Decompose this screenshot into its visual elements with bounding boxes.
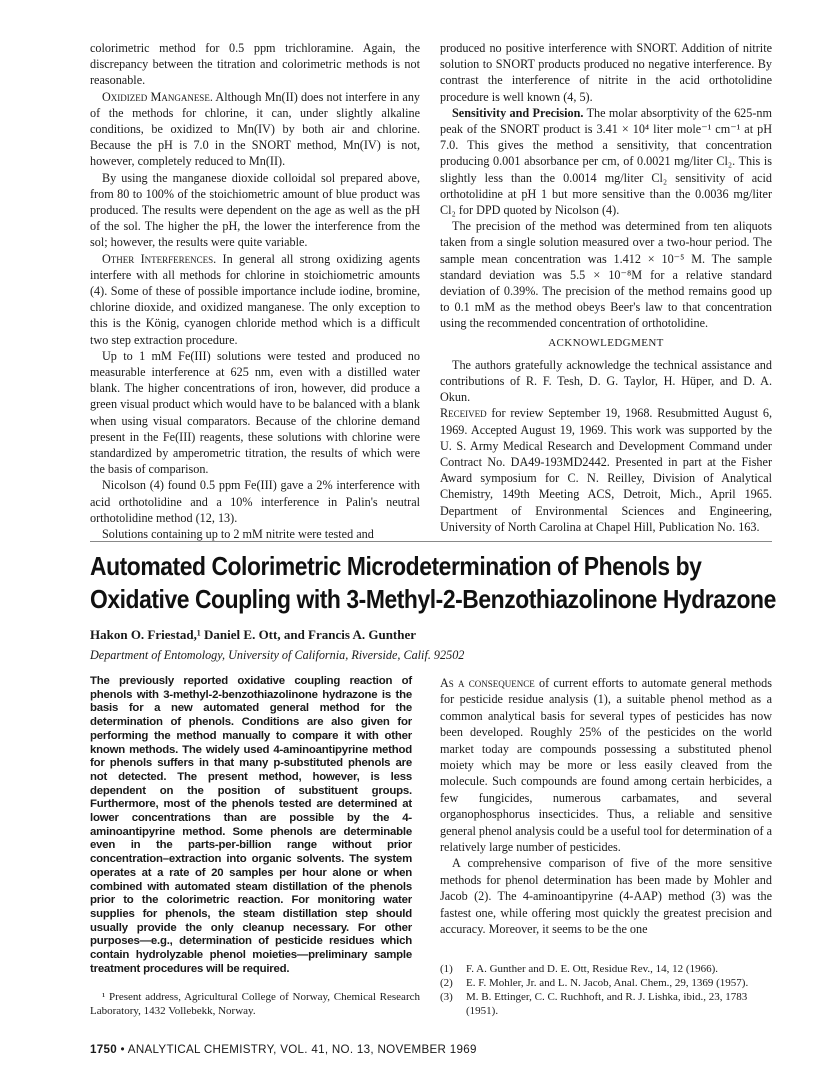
references (440, 962, 772, 1018)
intro-paragraph (440, 675, 772, 855)
paragraph-other-interferences (90, 251, 420, 348)
paragraph: colorimetric method for 0.5 ppm trichloramine. Again, the discrepancy between the titration and colorimetric methods is not reasonable. (90, 41, 420, 88)
paragraph-text: of current efforts to automate general methods for pesticide residue analysis (1), a suitable phenol method as a common analytical basis for several types of pesticides has now been developed. Roughly 25% of the pesticides on the world market today are compounds possessing a substituted phenol moiety which may be more or less easily cleaved from the molecule. Such compounds are found among certain herbicides, a few fungicides, numerous carbamates, and several organophosphorus insecticides. Thus, a reliable and sensitive general phenol analysis could be a useful tool for determination of a relatively large number of pesticides. (440, 676, 773, 855)
reference-text: E. F. Mohler, Jr. and L. N. Jacob, Anal. Chem., 29, 1369 (1957). (466, 977, 749, 989)
column-intro (440, 675, 772, 938)
reference-item (440, 990, 772, 1018)
article-authors: Hakon O. Friestad,¹ Daniel E. Ott, and Francis A. Gunther (90, 627, 417, 642)
paragraph: Solutions containing up to 2 mM nitrite were tested and (102, 527, 374, 542)
column-top-right (440, 40, 772, 535)
page-number: 1750 (90, 1043, 117, 1056)
received-text: for review September 19, 1968. Resubmitted August 6, 1969. Accepted August 19, 1969. This work was supported by the U. S. Army Medical Research and Development Command under Contract No. DA49-193MD2442. Presented in part at the Fisher Award symposium for C. N. Reilley, Division of Analytical Chemistry, 149th Meeting ACS, Detroit, Mich., April 1965. Department of Environmental Sciences and Engineering, University of North Carolina at Chapel Hill, Publication No. 163. (440, 406, 772, 534)
column-top-left (90, 40, 420, 542)
article-title (90, 550, 776, 616)
footer-bullet: • (120, 1043, 125, 1056)
intro-lead: As a consequence (440, 676, 535, 690)
section-divider (90, 541, 772, 542)
paragraph: The precision of the method was determined from ten aliquots taken from a single solution measured over a two-hour period. The sample mean concentration was 1.412 × 10⁻⁵ M. The sample standard deviation was 5.5 × 10⁻⁸M for a relative standard deviation of 0.39%. The precision of the method remains good up to 0.1 mM as the method obeys Beer's law to that concentration using the recommended concentration of orthotolidine. (440, 219, 772, 331)
reference-number: (2) (440, 977, 453, 989)
acknowledgment-heading: ACKNOWLEDGMENT (548, 336, 664, 349)
received-lead: Received (440, 406, 487, 421)
page-footer (90, 1043, 477, 1056)
reference-item (440, 962, 772, 976)
section-lead: Sensitivity and Precision. (452, 105, 584, 120)
paragraph-text: The molar absorptivity of the 625-nm peak of the SNORT product is 3.41 × 10⁴ liter mole⁻¹ cm⁻¹ at pH 7.0. This gives the method a sensitivity, that concentration producing 0.001 absorbance per cm, of 0.0021 mg/liter Cl₂. This is slightly less than the 0.0014 mg/liter Cl₂ sensitivity of acid orthotolidine at pH 1 but more sensitive than the 0.0036 mg/liter Cl₂ for DPD quoted by Nicolson (4). (440, 105, 772, 218)
section-lead: Oxidized Manganese. (102, 89, 213, 104)
paragraph-text: Although Mn(II) does not interfere in any of the methods for chlorine, it can, under slightly alkaline conditions, be oxidized to Mn(IV) by both air and chlorine. Because the pH is 7.0 in the SNORT method, Mn(IV) is not, however, completely reduced to Mn(II). (90, 89, 421, 169)
abstract: The previously reported oxidative coupling reaction of phenols with 3-methyl-2-benzothiazolinone hydrazone is the basis for a new automated general method for the determination of phenols. Conditions are also given for performing the method manually to compare it with other known methods. The widely used 4-aminoantipyrine method for phenols suffers in that many p-substituted phenols are not detected. The present method, however, is less dependent on the position of substituent groups. Furthermore, most of the phenols tested are determined at lower concentrations than are possible by the 4-aminoantipyrine method. Some phenols are determinable even in the parts-per-billion range without prior concentration–extraction into organic solvents. The system operates at a rate of 20 samples per hour alone or when combined with automated steam distillation of the phenols prior to the colorimetric reaction. For monitoring water supplies for phenols, the steam distillation step should usually provide the only cleanup necessary. For other purposes—e.g., determination of pesticide residues which contain hydrolyzable phenol moieties—preliminary sample treatment procedures will be required. (90, 675, 412, 975)
reference-text: F. A. Gunther and D. E. Ott, Residue Rev., 14, 12 (1966). (466, 963, 718, 975)
paragraph-sensitivity (440, 105, 772, 218)
section-lead: Other Interferences. (102, 251, 217, 266)
journal-citation: ANALYTICAL CHEMISTRY, VOL. 41, NO. 13, NOVEMBER 1969 (127, 1043, 477, 1056)
article-title-line: Automated Colorimetric Microdetermination of Phenols by (90, 551, 702, 581)
reference-number: (3) (440, 991, 453, 1003)
paragraph-text: In general all strong oxidizing agents interfere with all methods for chlorine in stoichiometric amounts (4). Some of these of possible importance include iodine, bromine, chlorine dioxide, and oxidized manganese. The only exception to this is the König, cyanogen chloride method which is a difficult two step extraction procedure. (90, 251, 420, 347)
paragraph: Up to 1 mM Fe(III) solutions were tested and produced no measurable interference at 625 nm, even with a distilled water blank. The higher concentrations of iron, however, did produce a green visual product which would have to be balanced with a blank when using visual comparators. Because of the chlorine demand present in the Fe(III) reagents, these solutions with chlorine were standardized by amperometric titration, the results of which were the basis of comparison. (90, 348, 420, 477)
footnote-text: ¹ Present address, Agricultural College of Norway, Chemical Research Laboratory, 1432 Vollebekk, Norway. (90, 991, 420, 1017)
paragraph-oxidized-manganese (90, 89, 420, 170)
paragraph: By using the manganese dioxide colloidal sol prepared above, from 80 to 100% of the stoichiometric amount of blue product was produced. The results were dependent on the age as well as the pH of the sol. The higher the pH, the lower the interference from the sol; however, the results were quite variable. (90, 170, 420, 250)
reference-text: M. B. Ettinger, C. C. Ruchhoft, and R. J. Lishka, ibid., 23, 1783 (1951). (466, 991, 748, 1017)
article-title-line: Oxidative Coupling with 3-Methyl-2-Benzothiazolinone Hydrazone (90, 584, 776, 614)
footnote (90, 990, 420, 1018)
reference-item (440, 976, 772, 990)
article-affiliation: Department of Entomology, University of California, Riverside, Calif. 92502 (90, 648, 465, 662)
acknowledgment-text: The authors gratefully acknowledge the technical assistance and contributions of R. F. Tesh, D. G. Taylor, H. Hüper, and D. A. Okun. (440, 357, 772, 405)
received-note (440, 405, 772, 535)
paragraph: Nicolson (4) found 0.5 ppm Fe(III) gave a 2% interference with acid orthotolidine and a 10% interference in Palin's neutral orthotolidine method (12, 13). (90, 478, 420, 525)
reference-number: (1) (440, 963, 453, 975)
paragraph: produced no positive interference with SNORT. Addition of nitrite solution to SNORT products produced no negative interference. By contrast the interference of nitrite in the acid orthotolidine procedure is well known (4, 5). (440, 41, 772, 104)
intro-paragraph: A comprehensive comparison of five of the more sensitive methods for phenol determination has been made by Mohler and Jacob (2). The 4-aminoantipyrine (4-AAP) method (3) was the fastest one, while offering most quickly the greatest precision and accuracy. Moreover, it seems to be the one (440, 856, 772, 937)
